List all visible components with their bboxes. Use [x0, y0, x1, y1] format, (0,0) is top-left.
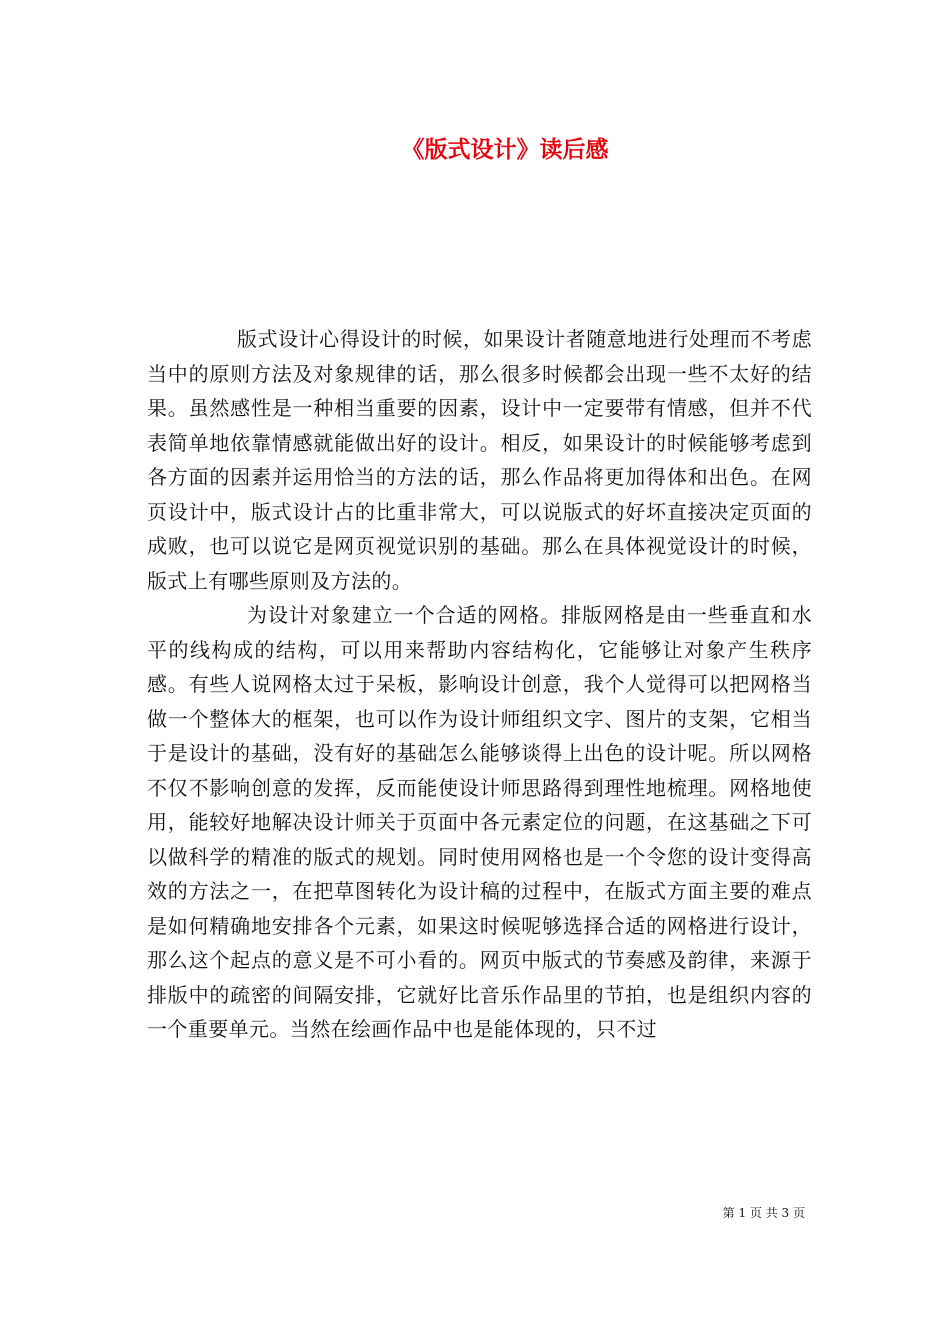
document-body: [147, 322, 812, 1047]
paragraph-1: 版式设计心得设计的时候，如果设计者随意地进行处理而不考虑当中的原则方法及对象规律的话，那么很多时候都会出现一些不太好的结果。虽然感性是一种相当重要的因素，设计中一定要带有情感，但并不代表简单地依靠情感就能做出好的设计。相反，如果设计的时候能够考虑到各方面的因素并运用恰当的方法的话，那么作品将更加得体和出色。在网页设计中，版式设计占的比重非常大，可以说版式的好坏直接决定页面的成败，也可以说它是网页视觉识别的基础。那么在具体视觉设计的时候，版式上有哪些原则及方法的。: [147, 327, 812, 593]
page-number: 第 1 页 共 3 页: [722, 1206, 805, 1220]
document-title: 《版式设计》读后感: [401, 137, 609, 163]
paragraph-2: 为设计对象建立一个合适的网格。排版网格是由一些垂直和水平的线构成的结构，可以用来帮助内容结构化，它能够让对象产生秩序感。有些人说网格太过于呆板，影响设计创意，我个人觉得可以把网格当做一个整体大的框架，也可以作为设计师组织文字、图片的支架，它相当于是设计的基础，没有好的基础怎么能够谈得上出色的设计呢。所以网格不仅不影响创意的发挥，反而能使设计师思路得到理性地梳理。网格地使用，能较好地解决设计师关于页面中各元素定位的问题，在这基础之下可以做科学的精准的版式的规划。同时使用网格也是一个令您的设计变得高效的方法之一，在把草图转化为设计稿的过程中，在版式方面主要的难点是如何精确地安排各个元素，如果这时候呢够选择合适的网格进行设计，那么这个起点的意义是不可小看的。网页中版式的节奏感及韵律，来源于排版中的疏密的间隔安排，它就好比音乐作品里的节拍，也是组织内容的一个重要单元。当然在绘画作品中也是能体现的，只不过: [147, 603, 812, 1041]
